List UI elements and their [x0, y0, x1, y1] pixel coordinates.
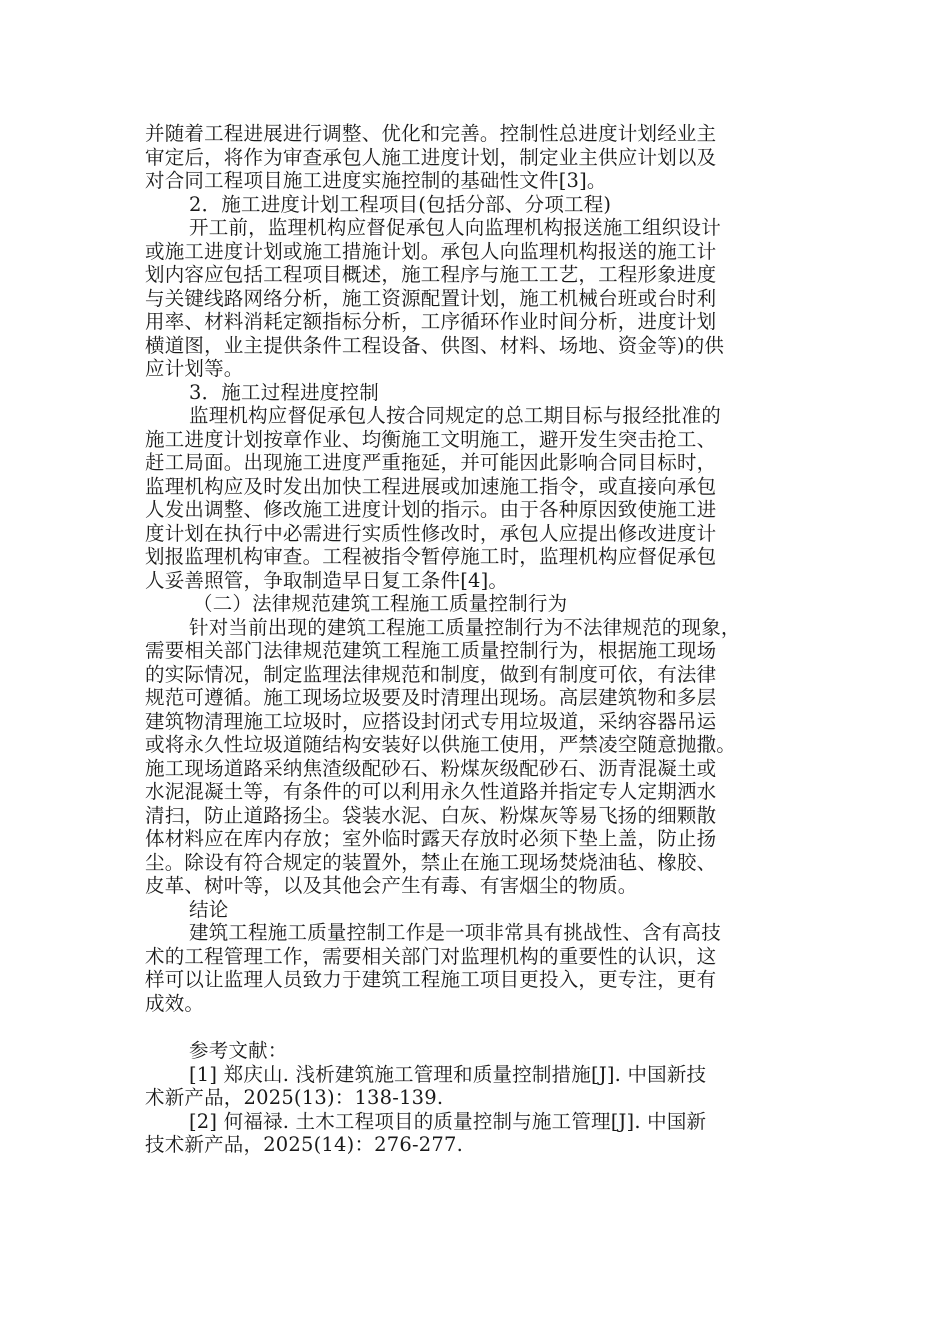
paragraph-line: 用率、材料消耗定额指标分析，工序循环作业时间分析，进度计划 [145, 310, 717, 333]
paragraph-line: 横道图，业主提供条件工程设备、供图、材料、场地、资金等)的供 [145, 333, 725, 357]
paragraph-line: 监理机构应督促承包人按合同规定的总工期目标与报经批准的 [189, 404, 721, 427]
paragraph-line: 清扫，防止道路扬尘。袋装水泥、白灰、粉煤灰等易飞扬的细颗散 [145, 803, 717, 827]
reference-line: [1] 郑庆山. 浅析建筑施工管理和质量控制措施[J]. 中国新技 [189, 1062, 707, 1086]
paragraph-line: 体材料应在库内存放；室外临时露天存放时必须下垫上盖，防止扬 [145, 827, 717, 850]
paragraph-line: 划报监理机构审查。工程被指令暂停施工时，监理机构应督促承包 [145, 545, 717, 568]
paragraph-line: 成效。 [145, 991, 205, 1015]
paragraph-line: 的实际情况，制定监理法律规范和制度，做到有制度可依，有法律 [145, 662, 717, 686]
paragraph-line: 施工现场道路采纳焦渣级配砂石、粉煤灰级配砂石、沥青混凝土或 [145, 756, 717, 780]
paragraph-line: 规范可遵循。施工现场垃圾要及时清理出现场。高层建筑物和多层 [145, 686, 717, 709]
paragraph-line: 人发出调整、修改施工进度计划的指示。由于各种原因致使施工进 [145, 498, 717, 521]
paragraph-line: 划内容应包括工程项目概述，施工程序与施工工艺，工程形象进度 [145, 263, 717, 286]
paragraph-line: 水泥混凝土等，有条件的可以利用永久性道路并指定专人定期洒水 [145, 780, 717, 803]
paragraph-line: 人妥善照管，争取制造早日复工条件[4]。 [145, 568, 509, 592]
paragraph-line: 样可以让监理人员致力于建筑工程施工项目更投入，更专注，更有 [145, 968, 717, 991]
paragraph-line: 术的工程管理工作，需要相关部门对监理机构的重要性的认识，这 [145, 944, 717, 968]
paragraph-line: 并随着工程进展进行调整、优化和完善。控制性总进度计划经业主 [145, 122, 717, 145]
paragraph-line: 对合同工程项目施工进度实施控制的基础性文件[3]。 [145, 169, 607, 192]
paragraph-line: 应计划等。 [145, 357, 244, 380]
reference-line: 术新产品，2025(13)：138-139. [145, 1086, 444, 1109]
paragraph-line: 或施工进度计划或施工措施计划。承包人向监理机构报送的施工计 [145, 239, 717, 263]
paragraph-line: 皮革、树叶等，以及其他会产生有毒、有害烟尘的物质。 [145, 874, 638, 897]
paragraph-line: 尘。除设有符合规定的装置外，禁止在施工现场焚烧油毡、橡胶、 [145, 850, 717, 874]
reference-line: [2] 何福禄. 土木工程项目的质量控制与施工管理[J]. 中国新 [189, 1109, 707, 1133]
section-heading: 3．施工过程进度控制 [189, 380, 379, 404]
paragraph-line: 开工前，监理机构应督促承包人向监理机构报送施工组织设计 [189, 216, 721, 239]
spacer [145, 1015, 810, 1039]
document-body [145, 122, 810, 1157]
paragraph-line: 审定后，将作为审查承包人施工进度计划，制定业主供应计划以及 [145, 145, 717, 169]
paragraph-line: 建筑工程施工质量控制工作是一项非常具有挑战性、含有高技 [189, 921, 721, 944]
paragraph-line: 针对当前出现的建筑工程施工质量控制行为不法律规范的现象， [189, 615, 741, 639]
reference-line: 技术新产品，2025(14)：276-277. [145, 1133, 463, 1156]
section-heading: 2．施工进度计划工程项目(包括分部、分项工程) [189, 192, 612, 216]
paragraph-line: 或将永久性垃圾道随结构安装好以供施工使用，严禁凌空随意抛撒。 [145, 733, 737, 756]
paragraph-line: 与关键线路网络分析，施工资源配置计划，施工机械台班或台时利 [145, 286, 717, 310]
conclusion-heading: 结论 [189, 897, 229, 921]
paragraph-line: 需要相关部门法律规范建筑工程施工质量控制行为，根据施工现场 [145, 639, 717, 662]
references-heading: 参考文献： [189, 1039, 288, 1062]
paragraph-line: 赶工局面。出现施工进度严重拖延，并可能因此影响合同目标时， [145, 451, 717, 474]
paragraph-line: 度计划在执行中必需进行实质性修改时，承包人应提出修改进度计 [145, 521, 717, 545]
paragraph-line: 监理机构应及时发出加快工程进展或加速施工指令，或直接向承包 [145, 474, 717, 498]
paragraph-line: 建筑物清理施工垃圾时，应搭设封闭式专用垃圾道，采纳容器吊运 [145, 709, 717, 733]
section-heading: （二）法律规范建筑工程施工质量控制行为 [193, 592, 568, 615]
paragraph-line: 施工进度计划按章作业、均衡施工文明施工，避开发生突击抢工、 [145, 427, 717, 451]
